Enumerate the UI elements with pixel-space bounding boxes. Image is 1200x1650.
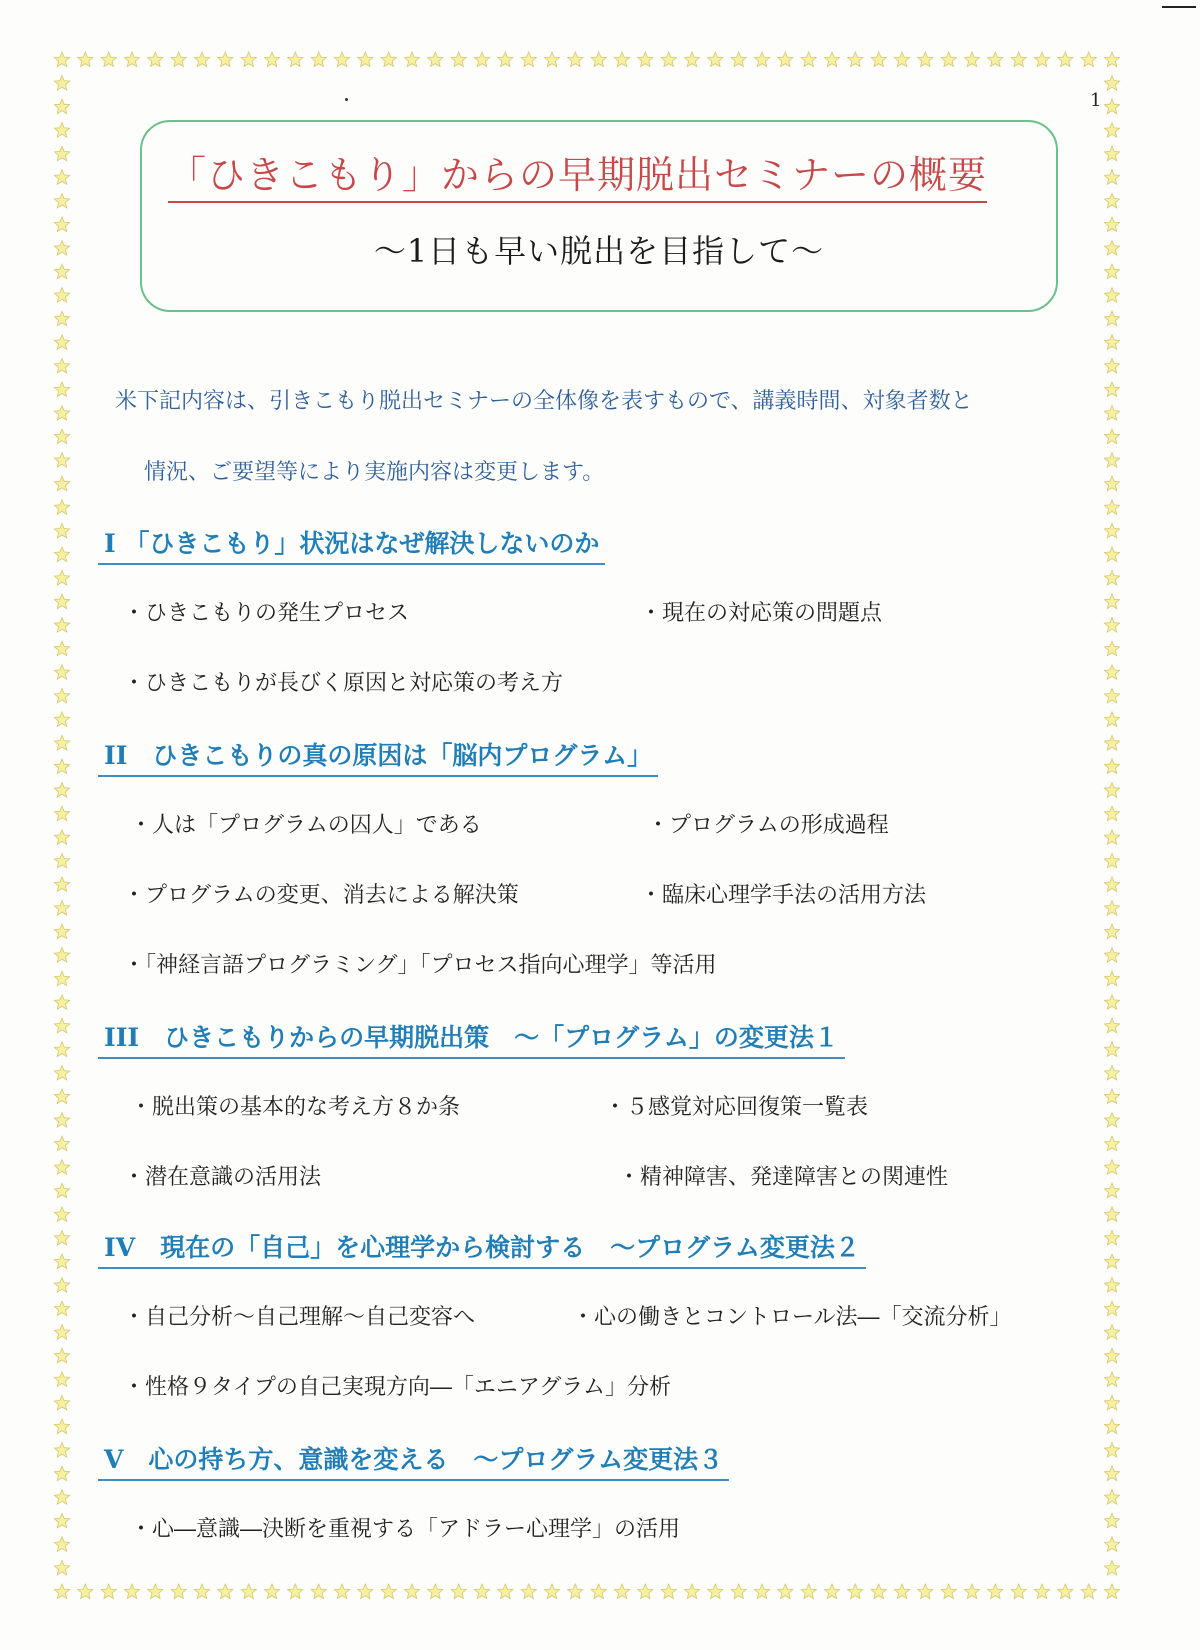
star-icon bbox=[1104, 901, 1119, 916]
star-icon bbox=[54, 170, 69, 185]
star-icon bbox=[1104, 1183, 1119, 1198]
star-icon bbox=[1104, 1443, 1119, 1458]
star-icon bbox=[1104, 877, 1119, 892]
star-icon bbox=[1104, 382, 1119, 396]
star-icon bbox=[1104, 547, 1119, 561]
star-icon bbox=[708, 1584, 723, 1599]
star-icon bbox=[54, 52, 69, 67]
title-box bbox=[140, 120, 1058, 312]
star-icon bbox=[54, 500, 69, 515]
star-icon bbox=[54, 1018, 69, 1033]
star-icon bbox=[54, 948, 69, 963]
star-icon bbox=[1104, 1560, 1119, 1575]
star-icon bbox=[638, 52, 653, 67]
star-icon bbox=[1104, 1136, 1119, 1151]
star-icon bbox=[1104, 1584, 1119, 1599]
star-icon bbox=[1104, 358, 1119, 373]
star-icon bbox=[1104, 52, 1119, 67]
star-icon bbox=[591, 1584, 606, 1599]
star-icon bbox=[54, 1066, 69, 1080]
star-icon bbox=[54, 288, 69, 303]
star-icon bbox=[54, 1443, 69, 1458]
star-icon bbox=[54, 1042, 69, 1057]
intro-line-1: 米下記内容は、引きこもり脱出セミナーの全体像を表すもので、講義時間、対象者数と bbox=[115, 389, 973, 414]
star-icon bbox=[54, 1231, 69, 1245]
star-icon bbox=[1104, 1490, 1119, 1505]
star-icon bbox=[54, 1113, 69, 1128]
star-icon bbox=[568, 1584, 583, 1599]
star-icon bbox=[54, 264, 69, 279]
section-3-item: ・脱出策の基本的な考え方８か条 bbox=[130, 1095, 461, 1120]
star-icon bbox=[194, 52, 209, 67]
star-icon bbox=[54, 971, 69, 986]
star-icon bbox=[638, 1584, 653, 1599]
star-icon bbox=[1104, 688, 1119, 702]
star-icon bbox=[148, 52, 163, 67]
star-icon bbox=[54, 594, 69, 609]
star-icon bbox=[54, 123, 69, 138]
star-icon bbox=[801, 1584, 816, 1599]
star-icon bbox=[801, 52, 816, 67]
star-icon bbox=[54, 665, 69, 680]
star-icon bbox=[288, 52, 303, 67]
star-icon bbox=[1104, 429, 1119, 444]
star-icon bbox=[1104, 99, 1119, 114]
star-icon bbox=[1104, 311, 1119, 325]
star-icon bbox=[54, 1419, 69, 1434]
star-icon bbox=[1104, 618, 1119, 632]
star-icon bbox=[1104, 1018, 1119, 1033]
section-3-item: ・精神障害、発達障害との関連性 bbox=[618, 1165, 949, 1190]
star-icon bbox=[54, 76, 69, 90]
star-icon bbox=[101, 52, 116, 67]
star-icon bbox=[1104, 146, 1119, 160]
section-2-item: ・プログラムの形成過程 bbox=[647, 813, 889, 838]
star-icon bbox=[54, 1301, 69, 1315]
star-icon bbox=[988, 1584, 1003, 1599]
star-icon bbox=[1104, 1372, 1119, 1386]
star-icon bbox=[521, 52, 536, 67]
star-icon bbox=[1011, 1584, 1026, 1599]
section-1-item: ・ひきこもりが長びく原因と対応策の考え方 bbox=[123, 671, 564, 696]
star-icon bbox=[54, 1278, 69, 1293]
star-icon bbox=[54, 783, 69, 798]
star-icon bbox=[1034, 1584, 1049, 1599]
star-icon bbox=[54, 476, 69, 491]
star-icon bbox=[171, 52, 186, 67]
star-icon bbox=[1104, 406, 1119, 421]
star-icon bbox=[1104, 641, 1119, 656]
star-icon bbox=[1104, 1042, 1119, 1057]
star-icon bbox=[708, 52, 723, 67]
star-icon bbox=[311, 1584, 326, 1599]
star-icon bbox=[731, 52, 746, 67]
star-icon bbox=[54, 1183, 69, 1198]
star-icon bbox=[684, 1584, 699, 1599]
section-5-item: ・心―意識―決断を重視する「アドラー心理学」の活用 bbox=[130, 1517, 681, 1542]
star-icon bbox=[1058, 52, 1073, 67]
section-4-item: ・心の働きとコントロール法―「交流分析」 bbox=[572, 1305, 1012, 1330]
star-icon bbox=[544, 1584, 559, 1599]
star-icon bbox=[1104, 1466, 1119, 1480]
star-icon bbox=[54, 1513, 69, 1528]
star-icon bbox=[474, 52, 489, 67]
star-icon bbox=[54, 453, 69, 467]
star-icon bbox=[754, 1584, 769, 1599]
star-icon bbox=[1104, 1278, 1119, 1293]
star-icon bbox=[54, 1207, 69, 1222]
star-icon bbox=[474, 1584, 489, 1599]
star-icon bbox=[1104, 806, 1119, 821]
section-3-item: ・５感覚対応回復策一覧表 bbox=[604, 1095, 869, 1120]
star-icon bbox=[358, 1584, 373, 1599]
star-icon bbox=[241, 52, 256, 67]
star-icon bbox=[498, 1584, 513, 1599]
star-icon bbox=[54, 759, 69, 773]
section-heading-2: II ひきこもりの真の原因は「脳内プログラム」 bbox=[98, 736, 658, 777]
section-2-item: ・「神経言語プログラミング」「プロセス指向心理学」等活用 bbox=[123, 953, 717, 978]
star-icon bbox=[101, 1584, 116, 1599]
star-icon bbox=[661, 1584, 676, 1599]
star-icon bbox=[358, 52, 373, 67]
star-icon bbox=[54, 382, 69, 396]
star-icon bbox=[54, 241, 69, 255]
star-icon bbox=[871, 1584, 886, 1599]
star-icon bbox=[848, 1584, 863, 1599]
star-icon bbox=[428, 1584, 443, 1599]
star-icon bbox=[521, 1584, 536, 1599]
star-icon bbox=[54, 924, 69, 938]
star-icon bbox=[428, 52, 443, 67]
star-icon bbox=[1104, 1254, 1119, 1269]
star-icon bbox=[54, 853, 69, 867]
star-icon bbox=[1104, 665, 1119, 680]
star-icon bbox=[54, 193, 69, 208]
star-icon bbox=[54, 217, 69, 232]
star-icon bbox=[54, 311, 69, 325]
star-icon bbox=[54, 806, 69, 821]
star-icon bbox=[1104, 1395, 1119, 1410]
star-icon bbox=[54, 712, 69, 727]
star-icon bbox=[381, 1584, 396, 1599]
star-icon bbox=[1104, 924, 1119, 938]
star-icon bbox=[54, 995, 69, 1009]
star-icon bbox=[404, 1584, 419, 1599]
section-1-item: ・現在の対応策の問題点 bbox=[640, 601, 883, 626]
star-icon bbox=[754, 52, 769, 67]
star-icon bbox=[1104, 1113, 1119, 1128]
section-heading-4: IV 現在の「自己」を心理学から検討する ～プログラム変更法２ bbox=[98, 1228, 866, 1269]
star-icon bbox=[1104, 1160, 1119, 1174]
star-icon bbox=[824, 52, 839, 67]
star-icon bbox=[824, 1584, 839, 1599]
star-icon bbox=[334, 52, 349, 67]
star-icon bbox=[1104, 594, 1119, 609]
page-subtitle: ～1日も早い脱出を目指して～ bbox=[373, 232, 825, 270]
star-icon bbox=[1104, 476, 1119, 491]
star-icon bbox=[54, 877, 69, 892]
star-icon bbox=[1104, 453, 1119, 467]
section-heading-3: III ひきこもりからの早期脱出策 ～「プログラム」の変更法１ bbox=[98, 1018, 845, 1059]
star-icon bbox=[1104, 1301, 1119, 1315]
section-4-item: ・自己分析～自己理解～自己変容へ bbox=[123, 1305, 476, 1330]
section-1-item: ・ひきこもりの発生プロセス bbox=[123, 601, 410, 626]
page-number: 1 bbox=[1090, 90, 1102, 111]
star-icon bbox=[1104, 500, 1119, 515]
star-icon bbox=[941, 1584, 956, 1599]
star-icon bbox=[1104, 1513, 1119, 1528]
star-icon bbox=[1104, 1537, 1119, 1551]
star-icon bbox=[54, 571, 69, 586]
star-icon bbox=[1104, 1325, 1119, 1340]
star-icon bbox=[498, 52, 513, 67]
star-icon bbox=[1104, 217, 1119, 232]
star-icon bbox=[1104, 571, 1119, 586]
section-2-item: ・人は「プログラムの囚人」である bbox=[130, 813, 482, 838]
star-icon bbox=[871, 52, 886, 67]
star-icon bbox=[614, 1584, 629, 1599]
star-icon bbox=[404, 52, 419, 67]
star-icon bbox=[148, 1584, 163, 1599]
star-icon bbox=[1104, 1348, 1119, 1363]
star-icon bbox=[1104, 241, 1119, 255]
star-icon bbox=[171, 1584, 186, 1599]
star-icon bbox=[1081, 52, 1096, 67]
star-icon bbox=[54, 1537, 69, 1551]
star-icon bbox=[54, 406, 69, 421]
star-icon bbox=[1104, 123, 1119, 138]
star-icon bbox=[1104, 830, 1119, 845]
star-icon bbox=[684, 52, 699, 67]
star-icon bbox=[918, 52, 933, 67]
star-icon bbox=[1104, 335, 1119, 350]
star-icon bbox=[1104, 853, 1119, 867]
star-icon bbox=[218, 1584, 233, 1599]
section-2-item: ・プログラムの変更、消去による解決策 bbox=[123, 883, 519, 908]
star-icon bbox=[54, 736, 69, 751]
star-icon bbox=[1104, 288, 1119, 303]
star-icon bbox=[1011, 52, 1026, 67]
star-icon bbox=[661, 52, 676, 67]
star-icon bbox=[264, 52, 279, 67]
section-heading-1: I 「ひきこもり」状況はなぜ解決しないのか bbox=[98, 524, 605, 565]
star-icon bbox=[964, 1584, 979, 1599]
star-icon bbox=[544, 52, 559, 67]
star-icon bbox=[124, 1584, 139, 1599]
star-icon bbox=[54, 618, 69, 632]
star-icon bbox=[964, 52, 979, 67]
star-icon bbox=[1081, 1584, 1096, 1599]
star-icon bbox=[54, 1490, 69, 1505]
star-icon bbox=[1104, 759, 1119, 773]
star-icon bbox=[1104, 1419, 1119, 1434]
star-icon bbox=[1104, 1207, 1119, 1222]
section-4-item: ・性格９タイプの自己実現方向―「エニアグラム」分析 bbox=[123, 1375, 672, 1400]
intro-line-2: 情況、ご要望等により実施内容は変更します。 bbox=[144, 460, 605, 485]
star-icon bbox=[54, 429, 69, 444]
page-title: 「ひきこもり」からの早期脱出セミナーの概要 bbox=[168, 144, 987, 203]
star-icon bbox=[451, 52, 466, 67]
star-icon bbox=[288, 1584, 303, 1599]
star-icon bbox=[54, 641, 69, 656]
star-icon bbox=[54, 1254, 69, 1269]
star-icon bbox=[54, 1136, 69, 1151]
star-icon bbox=[1104, 1066, 1119, 1080]
star-icon bbox=[731, 1584, 746, 1599]
star-icon bbox=[241, 1584, 256, 1599]
star-icon bbox=[54, 1325, 69, 1340]
star-icon bbox=[1104, 783, 1119, 798]
star-icon bbox=[54, 146, 69, 160]
star-icon bbox=[54, 1395, 69, 1410]
star-icon bbox=[194, 1584, 209, 1599]
star-icon bbox=[1104, 712, 1119, 727]
star-icon bbox=[778, 52, 793, 67]
star-icon bbox=[591, 52, 606, 67]
star-icon bbox=[264, 1584, 279, 1599]
star-icon bbox=[988, 52, 1003, 67]
star-icon bbox=[124, 52, 139, 67]
star-icon bbox=[54, 688, 69, 702]
star-icon bbox=[778, 1584, 793, 1599]
star-icon bbox=[1104, 971, 1119, 986]
star-icon bbox=[568, 52, 583, 67]
star-icon bbox=[54, 1372, 69, 1386]
star-icon bbox=[78, 1584, 93, 1599]
star-icon bbox=[54, 335, 69, 350]
star-icon bbox=[218, 52, 233, 67]
star-icon bbox=[54, 1560, 69, 1575]
speck-mark bbox=[345, 98, 348, 101]
star-icon bbox=[941, 52, 956, 67]
star-icon bbox=[1104, 1231, 1119, 1245]
star-icon bbox=[311, 52, 326, 67]
star-icon bbox=[918, 1584, 933, 1599]
star-icon bbox=[1104, 995, 1119, 1009]
star-icon bbox=[54, 358, 69, 373]
star-icon bbox=[1104, 523, 1119, 538]
star-icon bbox=[54, 1584, 69, 1599]
star-icon bbox=[1104, 76, 1119, 90]
star-icon bbox=[78, 52, 93, 67]
star-icon bbox=[54, 523, 69, 538]
star-icon bbox=[614, 52, 629, 67]
star-icon bbox=[334, 1584, 349, 1599]
star-icon bbox=[451, 1584, 466, 1599]
star-icon bbox=[1104, 264, 1119, 279]
star-icon bbox=[894, 1584, 909, 1599]
star-icon bbox=[1104, 736, 1119, 751]
star-icon bbox=[54, 1348, 69, 1363]
star-icon bbox=[54, 1160, 69, 1174]
star-icon bbox=[894, 52, 909, 67]
star-icon bbox=[54, 547, 69, 561]
star-icon bbox=[1104, 1089, 1119, 1104]
star-icon bbox=[1034, 52, 1049, 67]
star-icon bbox=[54, 901, 69, 916]
star-icon bbox=[1058, 1584, 1073, 1599]
star-icon bbox=[54, 1466, 69, 1480]
star-icon bbox=[54, 1089, 69, 1104]
section-2-item: ・臨床心理学手法の活用方法 bbox=[640, 883, 927, 908]
section-heading-5: V 心の持ち方、意識を変える ～プログラム変更法３ bbox=[98, 1440, 729, 1481]
star-icon bbox=[1104, 948, 1119, 963]
star-icon bbox=[848, 52, 863, 67]
star-icon bbox=[381, 52, 396, 67]
star-icon bbox=[1104, 193, 1119, 208]
star-icon bbox=[1104, 170, 1119, 185]
star-icon bbox=[54, 99, 69, 114]
star-icon bbox=[54, 830, 69, 845]
section-3-item: ・潜在意識の活用法 bbox=[123, 1165, 322, 1190]
